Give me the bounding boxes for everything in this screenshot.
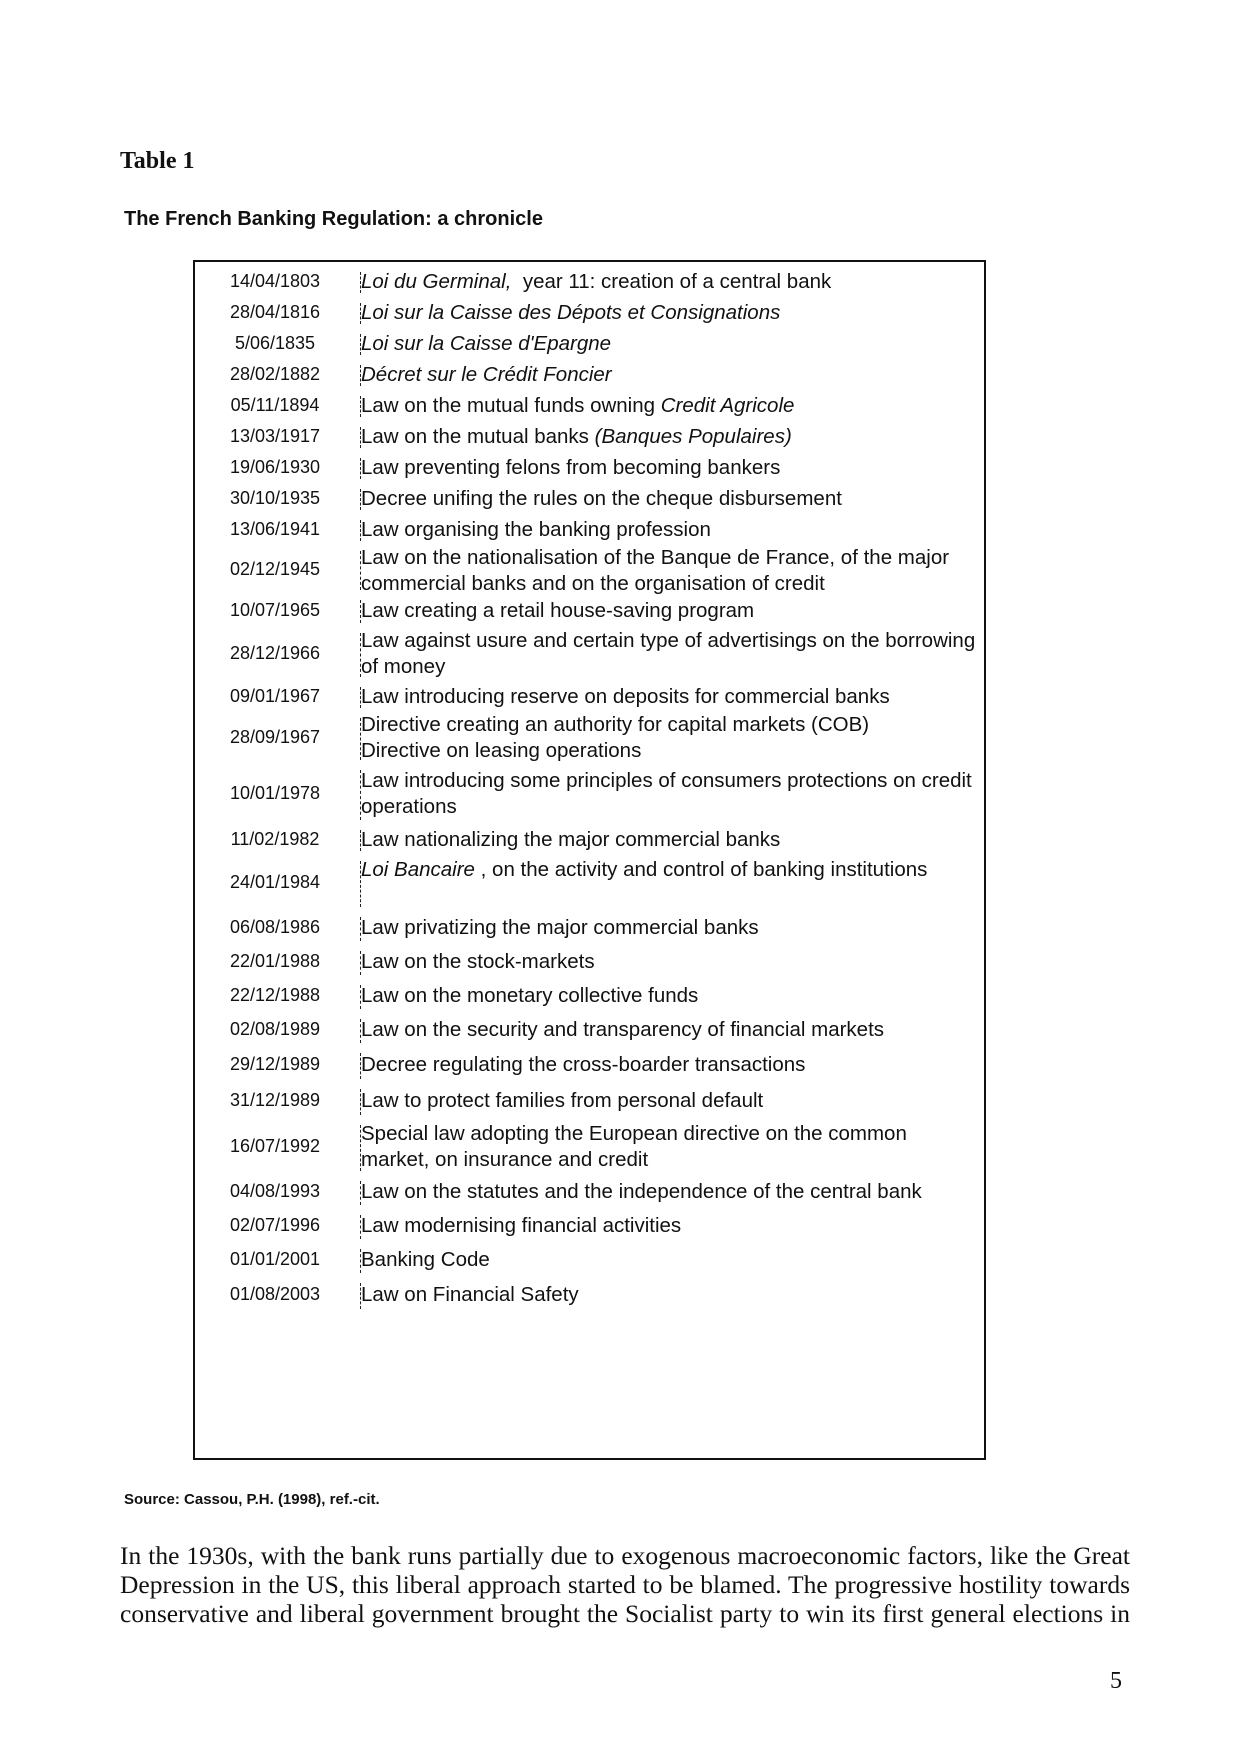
table-row	[195, 1243, 984, 1277]
event-italic-text: Loi du Germinal,	[361, 269, 512, 293]
table-row	[195, 681, 984, 712]
row-event	[361, 949, 976, 975]
event-text: Special law adopting the European directive on the common market, on insurance and credit	[361, 1122, 913, 1171]
table-row	[195, 979, 984, 1013]
row-date: 04/08/1993	[229, 1181, 321, 1201]
row-date: 13/03/1917	[229, 425, 321, 446]
row-date: 02/07/1996	[229, 1215, 321, 1235]
row-event	[361, 1088, 976, 1114]
table-label: Table 1	[120, 148, 195, 174]
row-event	[361, 486, 976, 512]
event-text: Law on the nationalisation of the Banque de France, of the major commercial banks and on the organisation of credit	[361, 546, 955, 595]
event-text: Law on the statutes and the independence of the central bank	[361, 1180, 922, 1203]
row-event	[361, 915, 976, 941]
event-text: Law modernising financial activities	[361, 1214, 682, 1237]
event-italic-text: Loi sur la Caisse d'Epargne	[361, 331, 612, 355]
table-row	[195, 297, 984, 328]
body-line: Depression in the US, this liberal approach started to be blamed. The progressive hostility towards	[120, 1570, 1130, 1599]
event-text: Law introducing some principles of consumers protections on credit operations	[361, 769, 978, 818]
event-text: Directive creating an authority for capital markets (COB) Directive on leasing operations	[361, 713, 870, 762]
event-text: Law on Financial Safety	[361, 1283, 579, 1306]
row-event	[361, 1052, 976, 1078]
row-event	[361, 827, 976, 853]
event-italic-text: Credit Agricole	[660, 393, 795, 417]
event-text: , on the activity and control of banking institutions	[474, 858, 928, 881]
table-row	[195, 1277, 984, 1313]
row-event	[361, 684, 976, 710]
row-event	[361, 517, 976, 543]
row-date: 01/01/2001	[229, 1249, 321, 1269]
row-event	[361, 300, 976, 326]
table-row	[195, 764, 984, 824]
row-event	[361, 983, 976, 1009]
row-date: 02/12/1945	[229, 558, 321, 579]
table-row	[195, 545, 984, 594]
body-paragraph	[120, 1541, 1130, 1628]
table-row	[195, 1083, 984, 1119]
row-date: 30/10/1935	[229, 487, 321, 508]
table-row	[195, 1119, 984, 1175]
row-date: 06/08/1986	[229, 917, 321, 937]
table-row	[195, 483, 984, 514]
row-date: 10/01/1978	[229, 783, 321, 803]
event-text: Law preventing felons from becoming bankers	[361, 455, 781, 479]
table-row	[195, 824, 984, 855]
table-row	[195, 390, 984, 421]
row-event	[361, 1213, 976, 1239]
table-row	[195, 266, 984, 297]
table-row	[195, 855, 984, 911]
row-event	[361, 269, 976, 295]
row-event	[361, 393, 976, 419]
row-date: 28/04/1816	[229, 301, 321, 322]
event-text: Law on the mutual banks	[361, 424, 595, 448]
table-row	[195, 594, 984, 627]
row-event	[361, 1121, 976, 1173]
row-event	[361, 1179, 976, 1205]
row-date: 09/01/1967	[229, 685, 321, 706]
event-text: Decree regulating the cross-boarder transactions	[361, 1053, 806, 1076]
chronicle-table	[193, 260, 986, 1460]
event-text: Law creating a retail house-saving program	[361, 598, 755, 622]
row-date: 31/12/1989	[229, 1090, 321, 1110]
row-date: 19/06/1930	[229, 456, 321, 477]
row-event	[361, 857, 976, 883]
table-row	[195, 945, 984, 979]
row-event	[361, 455, 976, 481]
row-date: 22/12/1988	[229, 985, 321, 1005]
row-date: 05/11/1894	[230, 394, 320, 415]
row-date: 28/09/1967	[229, 727, 321, 747]
row-date: 10/07/1965	[229, 599, 321, 620]
event-text: Law against usure and certain type of advertisings on the borrowing of money	[361, 629, 981, 678]
table-source-note: Source: Cassou, P.H. (1998), ref.-cit.	[124, 1491, 380, 1508]
event-italic-text: Loi sur la Caisse des Dépots et Consignations	[361, 300, 781, 324]
table-row	[195, 1175, 984, 1209]
row-event	[361, 331, 976, 357]
row-date: 5/06/1835	[234, 332, 316, 353]
table-row	[195, 712, 984, 764]
row-event	[361, 1247, 976, 1273]
row-date: 14/04/1803	[229, 270, 321, 291]
event-text: Law on the mutual funds owning	[361, 393, 661, 417]
table-row	[195, 421, 984, 452]
event-text: Law privatizing the major commercial banks	[361, 916, 759, 939]
row-event	[361, 424, 976, 450]
event-italic-text: (Banques Populaires)	[594, 424, 792, 448]
table-row	[195, 1047, 984, 1083]
event-text: year 11: creation of a central bank	[511, 269, 832, 293]
event-text: Banking Code	[361, 1248, 490, 1271]
table-row	[195, 452, 984, 483]
row-event	[361, 598, 976, 624]
event-text: Law introducing reserve on deposits for commercial banks	[361, 684, 890, 708]
row-date: 28/02/1882	[229, 363, 321, 384]
row-date: 02/08/1989	[229, 1019, 321, 1039]
row-event	[361, 712, 976, 764]
event-text: Law on the stock-markets	[361, 950, 595, 973]
event-text: Law nationalizing the major commercial banks	[361, 827, 781, 851]
event-text: Law to protect families from personal default	[361, 1089, 764, 1112]
body-line: In the 1930s, with the bank runs partially due to exogenous macroeconomic factors, like the Great	[120, 1541, 1130, 1570]
event-text: Law on the security and transparency of financial markets	[361, 1018, 885, 1041]
event-italic-text: Décret sur le Crédit Foncier	[361, 362, 612, 386]
row-event	[361, 768, 976, 820]
row-event	[361, 1282, 976, 1308]
row-date: 01/08/2003	[229, 1284, 321, 1304]
row-date: 28/12/1966	[229, 643, 321, 663]
table-row	[195, 328, 984, 359]
table-row	[195, 627, 984, 681]
event-text: Law on the monetary collective funds	[361, 984, 699, 1007]
table-row	[195, 1013, 984, 1047]
table-row	[195, 359, 984, 390]
row-event	[361, 362, 976, 388]
row-date: 11/02/1982	[230, 828, 320, 849]
event-text: Decree unifing the rules on the cheque disbursement	[361, 486, 842, 510]
row-event	[361, 1017, 976, 1043]
row-event	[361, 545, 976, 597]
table-row	[195, 1209, 984, 1243]
body-line: conservative and liberal government brought the Socialist party to win its first general elections in	[120, 1599, 1130, 1628]
row-date: 16/07/1992	[229, 1136, 321, 1156]
row-date: 22/01/1988	[229, 951, 321, 971]
event-text: Law organising the banking profession	[361, 517, 711, 541]
table-row	[195, 911, 984, 945]
row-date: 13/06/1941	[229, 518, 321, 539]
event-italic-text: Loi Bancaire	[361, 858, 475, 881]
table-row	[195, 514, 984, 545]
table-title: The French Banking Regulation: a chronicle	[124, 208, 543, 230]
page-number: 5	[1110, 1668, 1122, 1694]
row-date: 29/12/1989	[229, 1054, 321, 1074]
row-date: 24/01/1984	[229, 872, 321, 892]
row-event	[361, 628, 981, 680]
